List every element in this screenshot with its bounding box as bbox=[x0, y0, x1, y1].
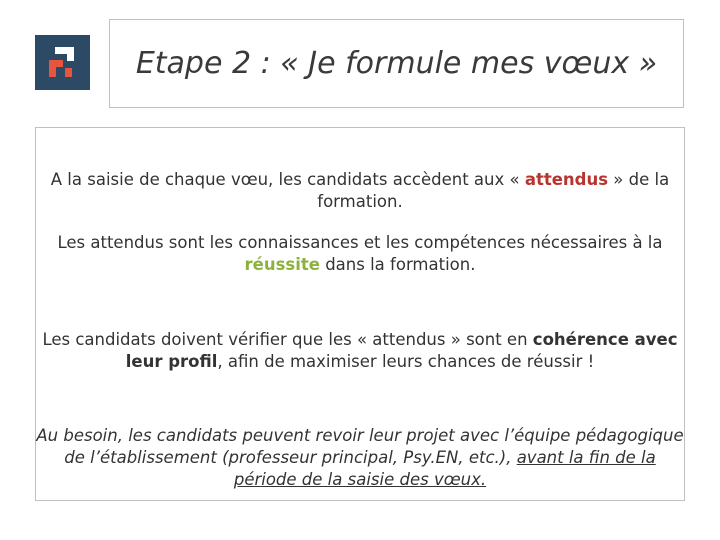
paragraph-attendus-text-end: » de la formation. bbox=[317, 170, 670, 211]
arrows-logo-icon bbox=[35, 35, 90, 90]
deadline-underlined-text: avant la fin de la période de la saisie des vœux. bbox=[233, 448, 656, 489]
attendus-highlight: attendus bbox=[524, 170, 609, 189]
page-title: Etape 2 : « Je formule mes vœux » bbox=[135, 46, 658, 81]
paragraph-coherence-text-end: , afin de maximiser leurs chances de réussir ! bbox=[217, 352, 595, 371]
paragraph-au-besoin bbox=[36, 425, 684, 491]
coherence-highlight: cohérence avec leur profil bbox=[125, 330, 678, 371]
paragraph-reussite-text-end: dans la formation. bbox=[319, 255, 476, 274]
content-box bbox=[35, 127, 685, 501]
reussite-highlight: réussite bbox=[244, 255, 320, 274]
paragraph-reussite bbox=[36, 232, 684, 276]
paragraph-coherence-text-start: Les candidats doivent vérifier que les « attendus » sont en bbox=[42, 330, 533, 349]
paragraph-au-besoin-text: Au besoin, les candidats peuvent revoir leur projet avec l’équipe pédagogique de l’établissement (professeur principal, Psy.EN, etc.), bbox=[36, 426, 684, 467]
logo bbox=[35, 35, 90, 90]
paragraph-coherence bbox=[36, 329, 684, 373]
paragraph-reussite-text-start: Les attendus sont les connaissances et les compétences nécessaires à la bbox=[57, 233, 663, 252]
paragraph-attendus bbox=[36, 169, 684, 213]
paragraph-attendus-text-start: A la saisie de chaque vœu, les candidats accèdent aux « bbox=[50, 170, 525, 189]
title-box bbox=[109, 19, 684, 108]
